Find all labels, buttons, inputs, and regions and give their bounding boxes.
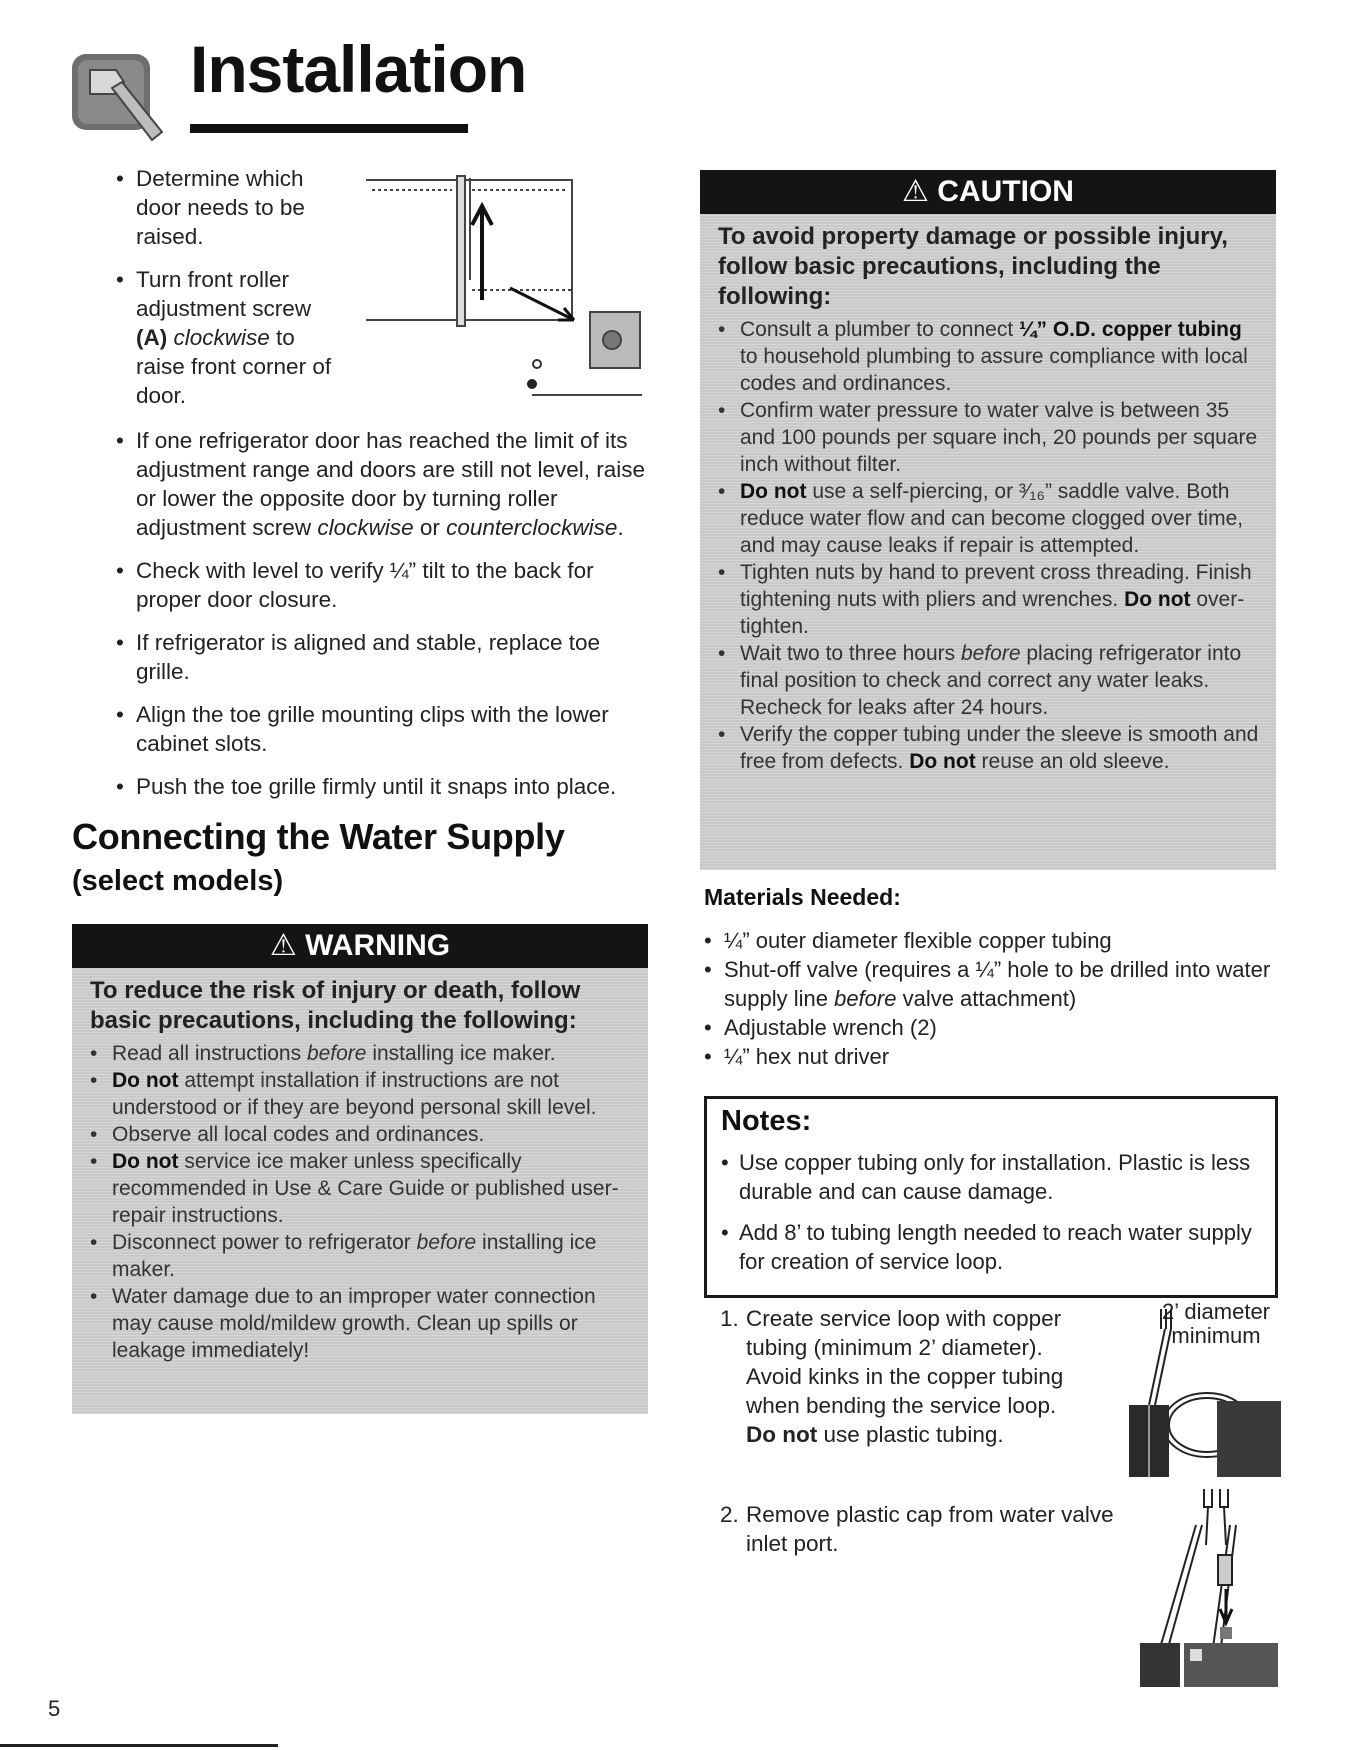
caution-intro: To avoid property damage or possible injury, follow basic precautions, including the following:	[718, 223, 1228, 310]
list-item: • Check with level to verify ¼” tilt to the back for proper door closure.	[116, 556, 646, 614]
item-text: Wait two to three hours	[740, 642, 961, 665]
warning-heading	[72, 924, 648, 968]
list-item: • ¼” outer diameter flexible copper tubing	[704, 926, 1284, 955]
emphasis-bold: Do not	[112, 1150, 179, 1173]
item-text: Tighten nuts by hand to prevent cross threading. Finish tightening nuts with pliers and wrenches.	[740, 561, 1252, 611]
door-adjust-top	[116, 164, 346, 424]
section-title: Connecting the Water Supply	[72, 816, 565, 857]
list-item: • Adjustable wrench (2)	[704, 1013, 1284, 1042]
emphasis: before	[416, 1231, 477, 1254]
list-item: • Align the toe grille mounting clips with the lower cabinet slots.	[116, 700, 646, 758]
list-item: • Add 8’ to tubing length needed to reach water supply for creation of service loop.	[721, 1218, 1261, 1276]
item-text: installing ice maker.	[366, 1042, 556, 1065]
emphasis: clockwise	[173, 325, 270, 350]
item-text: Confirm water pressure to water valve is between 35 and 100 pounds per square inch, 20 pounds per square inch without filter.	[740, 399, 1258, 476]
list-item	[90, 1229, 634, 1283]
emphasis: before	[834, 986, 897, 1011]
caution-heading	[700, 170, 1276, 214]
item-text: to household plumbing to assure compliance with local codes and ordinances.	[740, 345, 1248, 395]
emphasis-bold: Do not	[746, 1422, 818, 1447]
bullet-text: If one refrigerator door has reached the limit of its adjustment range and doors are still not level, raise or lower the opposite door by turning roller adjustment screw	[136, 428, 646, 540]
caution-list	[700, 316, 1276, 783]
materials-list	[704, 926, 1284, 1071]
section-subtitle: (select models)	[72, 865, 284, 897]
item-text: Create service loop with copper tubing (minimum 2’ diameter). Avoid kinks in the copper tubing when bending the service loop.	[746, 1306, 1064, 1418]
loop-diameter-label	[1162, 1300, 1270, 1348]
caution-heading-text: CAUTION	[937, 175, 1074, 208]
list-item	[90, 1121, 634, 1148]
emphasis: counterclockwise	[446, 515, 618, 540]
item-text: installing ice maker.	[112, 1231, 597, 1281]
warning-intro: To reduce the risk of injury or death, follow basic precautions, including the following:	[90, 977, 581, 1034]
step-number: 2.	[720, 1502, 739, 1527]
list-item: • Determine which door needs to be raised.	[116, 164, 346, 251]
materials-title: Materials Needed:	[704, 884, 901, 910]
emphasis: before	[306, 1042, 367, 1065]
item-text: Consult a plumber to connect	[740, 318, 1019, 341]
notes-box	[704, 1096, 1278, 1298]
label-line: minimum	[1171, 1323, 1261, 1348]
item-text: service ice maker unless specifically recommended in Use & Care Guide or published user-repair instructions.	[112, 1150, 619, 1227]
label-line: 2’ diameter	[1162, 1299, 1271, 1324]
list-item	[718, 721, 1262, 775]
item-text: Water damage due to an improper water connection may cause mold/mildew growth. Clean up spills or leakage immediately!	[112, 1285, 596, 1362]
item-text: Disconnect power to refrigerator	[112, 1231, 417, 1254]
bullet-text: to raise front corner of door.	[136, 325, 332, 408]
warning-list	[72, 1040, 648, 1372]
step-2	[720, 1500, 1140, 1558]
page-title: Installation	[190, 32, 527, 106]
list-item: • ¼” hex nut driver	[704, 1042, 1284, 1071]
item-text: valve attachment)	[896, 986, 1077, 1011]
bullet-text: or	[413, 515, 447, 540]
list-item	[718, 640, 1262, 721]
item-text: placing refrigerator into final position to check and correct any water leaks. Recheck for leaks after 24 hours.	[740, 642, 1242, 719]
item-text: Read all instructions	[112, 1042, 307, 1065]
warning-triangle-icon: ⚠	[269, 929, 297, 962]
list-item	[90, 1148, 634, 1229]
bullet-text: .	[617, 515, 624, 540]
list-item	[116, 426, 646, 542]
list-item	[90, 1067, 634, 1121]
door-adjust-bottom	[116, 426, 646, 815]
list-item	[90, 1040, 634, 1067]
emphasis: clockwise	[317, 515, 414, 540]
list-item: • Push the toe grille firmly until it snaps into place.	[116, 772, 646, 801]
step-text	[746, 1304, 1070, 1449]
item-text: reuse an old sleeve.	[975, 750, 1170, 773]
item-text: Verify the copper tubing under the sleeve is smooth and free from defects.	[740, 723, 1259, 773]
step-1	[720, 1304, 1070, 1449]
list-item: • Use copper tubing only for installation. Plastic is less durable and can cause damage.	[721, 1148, 1261, 1206]
warning-triangle-icon: ⚠	[902, 175, 929, 208]
list-item	[116, 265, 346, 410]
step-number: 1.	[720, 1306, 739, 1331]
emphasis-bold: Do not	[1124, 588, 1191, 611]
screw-label: (A)	[136, 325, 168, 350]
list-item	[718, 478, 1262, 559]
list-item: • If refrigerator is aligned and stable, replace toe grille.	[116, 628, 646, 686]
item-text: use a self-piercing, or ³⁄₁₆” saddle valve. Both reduce water flow and can become clogged over time, and may cause leaks if repair is attempted.	[740, 480, 1244, 557]
emphasis: before	[960, 642, 1021, 665]
list-item	[718, 316, 1262, 397]
list-item	[718, 559, 1262, 640]
footer-rule	[0, 1744, 278, 1747]
emphasis-bold: Do not	[112, 1069, 179, 1092]
step-text: Remove plastic cap from water valve inlet port.	[746, 1502, 1114, 1556]
list-item	[704, 955, 1284, 1013]
list-item	[90, 1283, 634, 1364]
warning-heading-text: WARNING	[305, 929, 451, 962]
emphasis-bold: ¼” O.D. copper tubing	[1019, 318, 1242, 341]
item-text: over-tighten.	[740, 588, 1245, 638]
notes-title: Notes:	[721, 1105, 812, 1137]
list-item	[718, 397, 1262, 478]
item-text: Shut-off valve (requires a ¼” hole to be drilled into water supply line	[724, 957, 1271, 1011]
emphasis-bold: Do not	[740, 480, 807, 503]
wrench-icon	[72, 48, 164, 144]
water-valve-illustration	[1140, 1485, 1280, 1690]
item-text: Observe all local codes and ordinances.	[112, 1123, 485, 1146]
page-number: 5	[48, 1696, 61, 1721]
emphasis-bold: Do not	[909, 750, 976, 773]
item-text: use plastic tubing.	[817, 1422, 1004, 1447]
item-text: attempt installation if instructions are not understood or if they are beyond personal skill level.	[112, 1069, 597, 1119]
door-adjust-illustration	[362, 170, 652, 410]
bullet-text: Turn front roller adjustment screw	[136, 267, 312, 321]
title-underline	[190, 124, 468, 133]
caution-box	[700, 170, 1276, 870]
warning-box	[72, 924, 648, 1414]
